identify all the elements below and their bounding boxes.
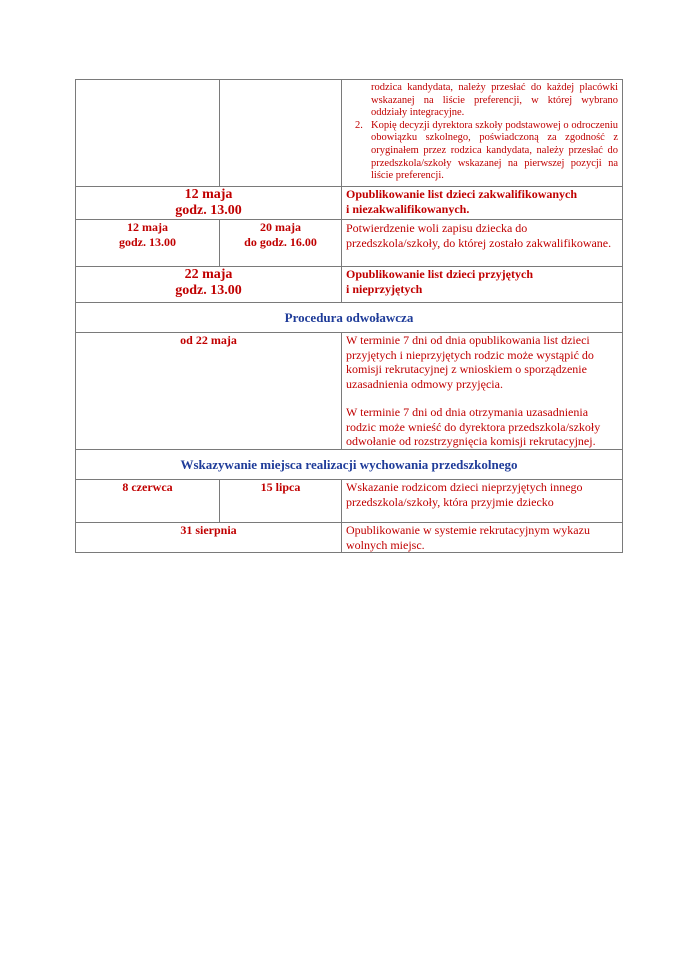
- section-header-row: [76, 450, 623, 480]
- table-row: [76, 267, 623, 303]
- item-number: 2.: [355, 119, 363, 131]
- end-date-cell: [220, 480, 342, 523]
- table-row: [76, 187, 623, 220]
- date-line: 22 maja: [184, 267, 233, 282]
- date-line: 15 lipca: [260, 480, 301, 494]
- requirements-cell: [342, 80, 623, 187]
- date-cell: [76, 333, 342, 450]
- description-cell: [342, 267, 623, 303]
- date-cell: [76, 267, 342, 303]
- description-cell: [342, 333, 623, 450]
- date-cell: [76, 187, 342, 220]
- item1-text: rodzica kandydata, należy przesłać do każdej placówki wskazanej na liście preferencji, w której wybrano oddziały integracyjne.: [371, 82, 618, 119]
- date-line: 20 maja: [260, 220, 301, 234]
- continuation-row: [76, 80, 623, 187]
- date-line: 8 czerwca: [122, 480, 173, 494]
- description-line: Opublikowanie list dzieci zakwalifikowanych: [346, 187, 578, 201]
- table-row: [76, 220, 623, 267]
- empty-cell: [76, 80, 220, 187]
- section-title-placement: Wskazywanie miejsca realizacji wychowania przedszkolnego: [76, 450, 623, 480]
- requirements-list: [346, 82, 618, 183]
- table-row: [76, 523, 623, 553]
- description-cell: [342, 187, 623, 220]
- list-item: [346, 120, 618, 183]
- date-line: 31 sierpnia: [180, 523, 237, 537]
- date-line: od 22 maja: [180, 333, 237, 347]
- description-line: Opublikowanie list dzieci przyjętych: [346, 267, 533, 281]
- description-line: i niezakwalifikowanych.: [346, 202, 470, 216]
- time-line: godz. 13.00: [175, 203, 242, 218]
- empty-cell: [220, 80, 342, 187]
- appeal-text-1: W terminie 7 dni od dnia opublikowania list dzieci przyjętych i nieprzyjętych rodzic może wystąpić do komisji rekrutacyjnej z wnioskiem o sporządzenie uzasadnienia odmowy przyjęcia.: [346, 333, 594, 391]
- description-cell: [342, 480, 623, 523]
- table-row: [76, 480, 623, 523]
- appeal-text-2: W terminie 7 dni od dnia otrzymania uzasadnienia rodzic może wnieść do dyrektora przedszkola/szkoły odwołanie od rozstrzygnięcia komisji rekrutacyjnej.: [346, 405, 601, 448]
- date-cell: [76, 523, 342, 553]
- time-line: godz. 13.00: [119, 234, 176, 249]
- recruitment-schedule-table: [75, 79, 623, 553]
- description-text: Wskazanie rodzicom dzieci nieprzyjętych innego przedszkola/szkoły, która przyjmie dziecko: [346, 480, 583, 509]
- start-date-cell: [76, 480, 220, 523]
- description-cell: [342, 220, 623, 267]
- start-date-cell: [76, 220, 220, 267]
- description-text: Potwierdzenie woli zapisu dziecka do przedszkola/szkoły, do której zostało zakwalifikowane.: [346, 221, 612, 250]
- description-cell: [342, 523, 623, 553]
- time-line: do godz. 16.00: [244, 234, 317, 249]
- list-item: [346, 82, 618, 120]
- time-line: godz. 13.00: [175, 283, 242, 298]
- item2-text: Kopię decyzji dyrektora szkoły podstawowej o odroczeniu obowiązku szkolnego, poświadczoną za zgodność z oryginałem przez rodzica kandydata, należy przesłać do przedszkola/szkoły wskazanej na pierwszej pozycji na liście preferencji.: [371, 119, 618, 182]
- table-row: [76, 333, 623, 450]
- description-line: i nieprzyjętych: [346, 282, 423, 296]
- date-line: 12 maja: [127, 220, 168, 234]
- section-title-appeal: Procedura odwoławcza: [76, 303, 623, 333]
- end-date-cell: [220, 220, 342, 267]
- section-header-row: [76, 303, 623, 333]
- description-text: Opublikowanie w systemie rekrutacyjnym wykazu wolnych miejsc.: [346, 523, 590, 552]
- date-line: 12 maja: [184, 187, 233, 202]
